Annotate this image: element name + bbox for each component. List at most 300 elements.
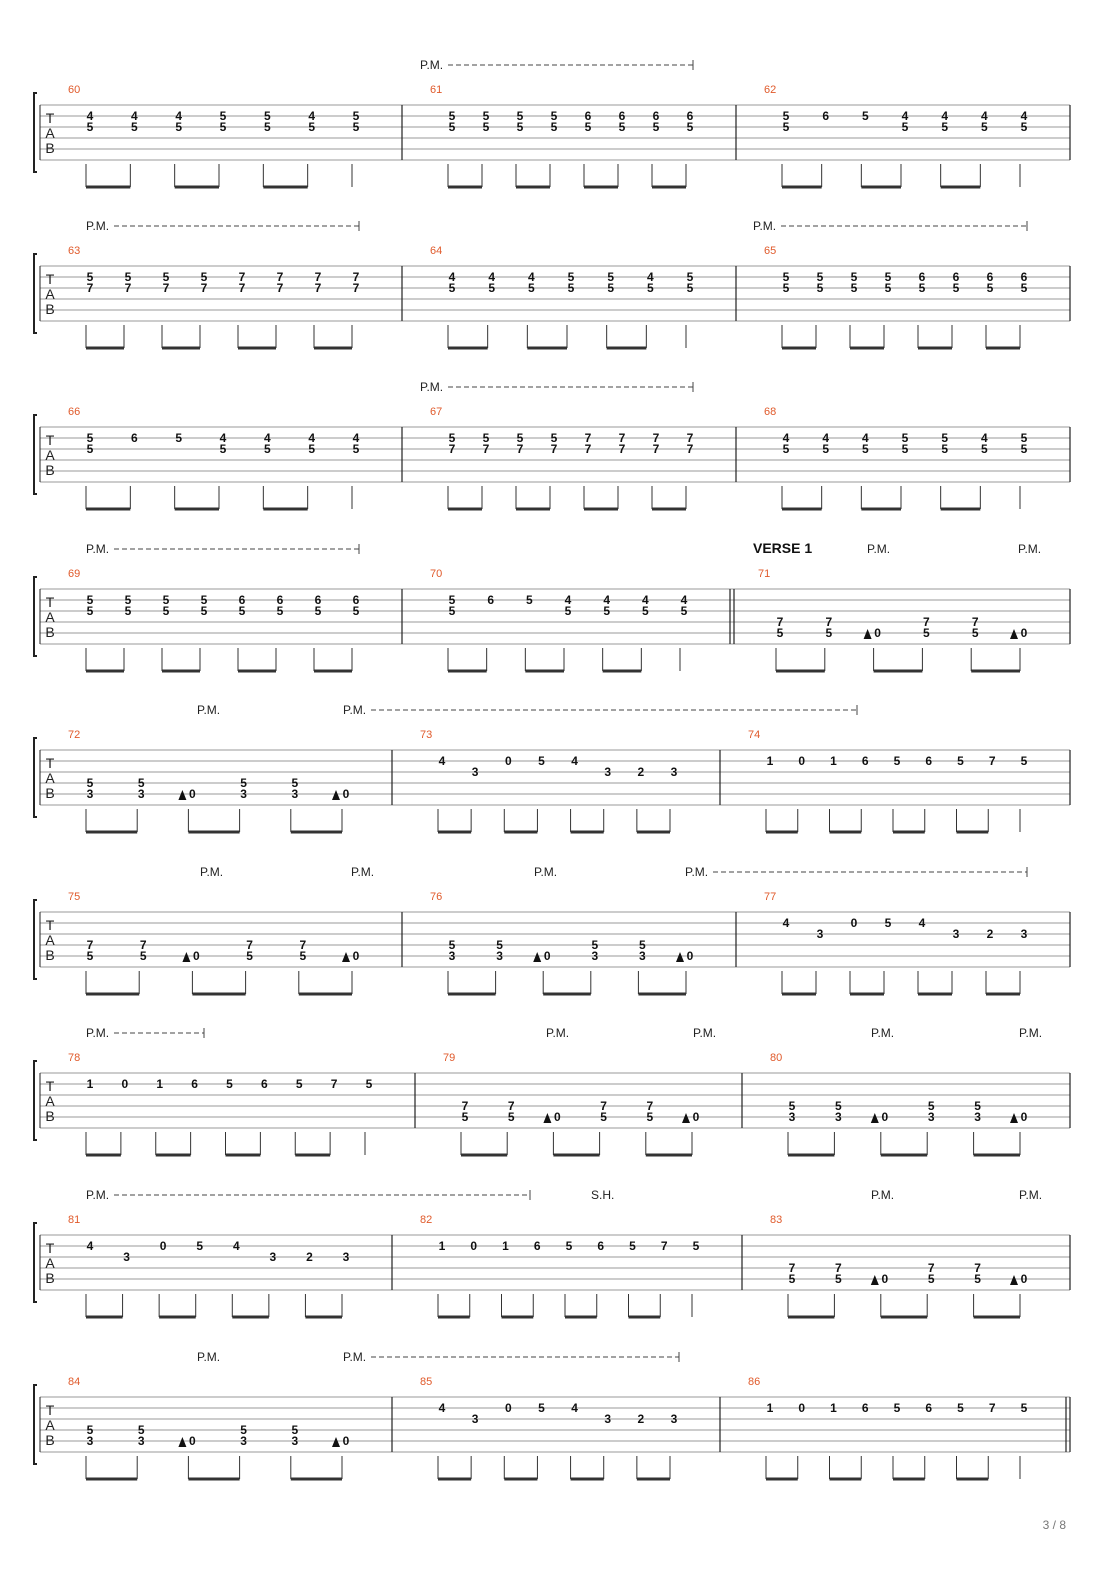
fret-number: 3 [604, 765, 612, 779]
fret-number: 0 [342, 1434, 350, 1448]
fret-number: 5 [591, 938, 599, 952]
fret-number: 5 [295, 1077, 303, 1091]
fret-number: 3 [639, 949, 646, 963]
fret-number: 5 [918, 281, 926, 295]
fret-number: 3 [342, 1250, 350, 1264]
fret-number: 7 [988, 754, 996, 768]
fret-number: 5 [565, 1239, 573, 1253]
fret-number: 5 [162, 604, 170, 618]
fret-number: 5 [974, 1099, 981, 1113]
fret-number: 5 [196, 1239, 204, 1253]
fret-number: 5 [941, 120, 949, 134]
fret-number: 1 [438, 1239, 446, 1253]
pick-upstroke-icon [682, 1113, 690, 1123]
fret-number: 4 [980, 431, 988, 445]
fret-number: 5 [927, 1099, 935, 1113]
fret-number: 4 [308, 431, 316, 445]
fret-number: 0 [121, 1077, 129, 1091]
fret-number: 5 [957, 1401, 964, 1415]
fret-number: 5 [957, 754, 964, 768]
fret-number: 5 [538, 1401, 545, 1415]
fret-number: 5 [308, 120, 316, 134]
measure-number: 78 [68, 1052, 81, 1064]
fret-number: 1 [766, 754, 774, 768]
fret-number: 5 [496, 938, 503, 952]
fret-number: 5 [527, 281, 535, 295]
fret-number: 3 [137, 1434, 145, 1448]
tab-clef-letter: A [45, 932, 55, 948]
measure-number: 72 [68, 729, 81, 741]
palm-mute-label: P.M. [420, 380, 444, 394]
fret-number: 5 [538, 754, 545, 768]
fret-number: 5 [980, 442, 988, 456]
fret-number: 5 [686, 120, 694, 134]
fret-number: 7 [923, 615, 930, 629]
fret-number: 4 [308, 109, 316, 123]
fret-number: 7 [124, 281, 132, 295]
fret-number: 3 [471, 1412, 479, 1426]
fret-number: 7 [988, 1401, 996, 1415]
fret-number: 6 [584, 109, 592, 123]
measure-number: 84 [68, 1376, 81, 1388]
pick-upstroke-icon [871, 1113, 879, 1123]
fret-number: 5 [130, 120, 138, 134]
fret-number: 7 [825, 615, 833, 629]
fret-number: 5 [448, 120, 456, 134]
pick-upstroke-icon [871, 1275, 879, 1285]
fret-number: 0 [504, 754, 512, 768]
fret-number: 6 [191, 1077, 198, 1091]
tab-clef-letter: A [45, 1417, 55, 1433]
fret-number: 5 [448, 593, 456, 607]
system-bracket [34, 93, 37, 172]
fret-number: 5 [901, 442, 909, 456]
system-bracket [34, 1061, 37, 1140]
fret-number: 6 [618, 109, 626, 123]
fret-number: 5 [861, 442, 869, 456]
fret-number: 2 [637, 765, 645, 779]
fret-number: 0 [554, 1110, 561, 1124]
page-number: 3 / 8 [1042, 1518, 1066, 1532]
palm-mute-label: P.M. [343, 1350, 367, 1364]
system-bracket [34, 738, 37, 817]
fret-number: 5 [352, 120, 360, 134]
fret-number: 5 [240, 776, 247, 790]
fret-number: 4 [219, 431, 227, 445]
fret-number: 5 [1020, 1401, 1028, 1415]
fret-number: 7 [352, 270, 360, 284]
palm-mute-label: P.M. [1018, 542, 1042, 556]
fret-number: 4 [941, 109, 949, 123]
fret-number: 0 [470, 1239, 478, 1253]
fret-number: 4 [918, 916, 926, 930]
fret-number: 4 [263, 431, 271, 445]
fret-number: 7 [584, 431, 592, 445]
fret-number: 3 [240, 1434, 247, 1448]
fret-number: 7 [618, 431, 626, 445]
measure-number: 86 [748, 1376, 761, 1388]
fret-number: 3 [952, 927, 960, 941]
fret-number: 5 [646, 1110, 654, 1124]
tab-clef-letter: T [45, 432, 55, 448]
fret-number: 5 [226, 1077, 233, 1091]
measure-number: 69 [68, 568, 81, 580]
fret-number: 1 [86, 1077, 94, 1091]
palm-mute-label: P.M. [420, 58, 444, 72]
fret-number: 5 [941, 431, 949, 445]
fret-number: 5 [516, 431, 524, 445]
fret-number: 6 [352, 593, 360, 607]
fret-number: 1 [502, 1239, 509, 1253]
fret-number: 5 [124, 593, 132, 607]
palm-mute-label: P.M. [86, 1188, 110, 1202]
fret-number: 5 [488, 281, 496, 295]
fret-number: 7 [927, 1261, 935, 1275]
fret-number: 5 [86, 949, 94, 963]
fret-number: 4 [130, 109, 138, 123]
fret-number: 5 [448, 431, 456, 445]
fret-number: 1 [830, 1401, 837, 1415]
fret-number: 4 [488, 270, 496, 284]
fret-number: 7 [314, 270, 322, 284]
fret-number: 3 [974, 1110, 981, 1124]
palm-mute-label: P.M. [753, 219, 777, 233]
fret-number: 6 [130, 431, 138, 445]
fret-number: 5 [200, 604, 208, 618]
pick-upstroke-icon [1010, 1113, 1018, 1123]
pick-upstroke-icon [182, 952, 190, 962]
fret-number: 0 [1020, 1110, 1028, 1124]
fret-number: 3 [604, 1412, 612, 1426]
fret-number: 1 [156, 1077, 164, 1091]
system-bracket [34, 254, 37, 333]
fret-number: 6 [276, 593, 284, 607]
fret-number: 5 [782, 120, 790, 134]
fret-number: 0 [189, 1434, 196, 1448]
fret-number: 5 [516, 109, 524, 123]
fret-number: 3 [291, 1434, 299, 1448]
fret-number: 5 [816, 281, 824, 295]
fret-number: 3 [496, 949, 503, 963]
fret-number: 5 [600, 1110, 607, 1124]
fret-number: 0 [874, 626, 881, 640]
fret-number: 5 [893, 754, 901, 768]
palm-mute-label: P.M. [1019, 1026, 1043, 1040]
fret-number: 5 [686, 270, 694, 284]
tab-clef-letter: B [45, 1108, 55, 1124]
pick-upstroke-icon [332, 790, 340, 800]
fret-number: 5 [788, 1099, 796, 1113]
fret-number: 6 [822, 109, 830, 123]
fret-number: 6 [925, 1401, 933, 1415]
fret-number: 4 [571, 1401, 578, 1415]
fret-number: 7 [507, 1099, 515, 1113]
fret-number: 3 [816, 927, 824, 941]
fret-number: 5 [692, 1239, 700, 1253]
palm-mute-label: P.M. [534, 865, 558, 879]
fret-number: 3 [670, 1412, 678, 1426]
system-bracket [34, 1385, 37, 1464]
palm-mute-label: P.M. [197, 703, 221, 717]
fret-number: 7 [618, 442, 626, 456]
fret-number: 5 [980, 120, 988, 134]
tab-clef-letter: T [45, 271, 55, 287]
fret-number: 5 [219, 442, 227, 456]
fret-number: 5 [137, 776, 145, 790]
fret-number: 6 [487, 593, 495, 607]
fret-number: 5 [1020, 281, 1028, 295]
tab-clef-letter: T [45, 755, 55, 771]
fret-number: 3 [240, 787, 247, 801]
fret-number: 7 [330, 1077, 338, 1091]
fret-number: 3 [788, 1110, 796, 1124]
palm-mute-label: P.M. [546, 1026, 570, 1040]
fret-number: 5 [1020, 442, 1028, 456]
fret-number: 7 [974, 1261, 981, 1275]
fret-number: 4 [782, 916, 790, 930]
fret-number: 5 [550, 109, 558, 123]
measure-number: 64 [430, 245, 443, 257]
fret-number: 0 [543, 949, 551, 963]
fret-number: 5 [618, 120, 626, 134]
fret-number: 6 [597, 1239, 605, 1253]
pick-upstroke-icon [533, 952, 541, 962]
pick-upstroke-icon [864, 629, 872, 639]
fret-number: 7 [299, 938, 307, 952]
fret-number: 5 [86, 270, 94, 284]
fret-number: 5 [86, 604, 94, 618]
fret-number: 6 [986, 270, 994, 284]
fret-number: 5 [263, 442, 271, 456]
pick-upstroke-icon [332, 1437, 340, 1447]
fret-number: 5 [607, 270, 615, 284]
palm-mute-label: P.M. [693, 1026, 717, 1040]
fret-number: 0 [189, 787, 196, 801]
fret-number: 2 [637, 1412, 645, 1426]
fret-number: 5 [971, 626, 979, 640]
measure-number: 60 [68, 84, 81, 96]
palm-mute-label: P.M. [867, 542, 891, 556]
fret-number: 5 [482, 120, 490, 134]
fret-number: 3 [835, 1110, 842, 1124]
fret-number: 6 [533, 1239, 541, 1253]
pick-upstroke-icon [543, 1113, 551, 1123]
tab-clef-letter: B [45, 785, 55, 801]
fret-number: 2 [986, 927, 994, 941]
fret-number: 7 [200, 281, 208, 295]
fret-number: 7 [86, 281, 94, 295]
measure-number: 73 [420, 729, 433, 741]
fret-number: 5 [219, 109, 227, 123]
fret-number: 4 [232, 1239, 240, 1253]
measure-number: 81 [68, 1214, 81, 1226]
tab-clef-letter: B [45, 140, 55, 156]
measure-number: 74 [748, 729, 761, 741]
fret-number: 3 [591, 949, 599, 963]
measure-number: 77 [764, 891, 777, 903]
fret-number: 5 [525, 593, 533, 607]
fret-number: 6 [952, 270, 960, 284]
fret-number: 5 [162, 593, 170, 607]
fret-number: 5 [782, 281, 790, 295]
fret-number: 7 [461, 1099, 469, 1113]
tab-clef-letter: A [45, 770, 55, 786]
fret-number: 0 [692, 1110, 700, 1124]
fret-number: 5 [850, 281, 858, 295]
fret-number: 5 [901, 431, 909, 445]
fret-number: 7 [550, 442, 558, 456]
fret-number: 5 [782, 442, 790, 456]
fret-number: 0 [342, 787, 350, 801]
fret-number: 7 [600, 1099, 607, 1113]
section-label: VERSE 1 [753, 540, 813, 556]
fret-number: 5 [986, 281, 994, 295]
fret-number: 7 [162, 281, 170, 295]
fret-number: 5 [507, 1110, 515, 1124]
fret-number: 5 [291, 776, 299, 790]
fret-number: 4 [571, 754, 578, 768]
system-bracket [34, 900, 37, 979]
tab-clef-letter: B [45, 301, 55, 317]
fret-number: 1 [830, 754, 837, 768]
fret-number: 5 [86, 1423, 94, 1437]
fret-number: 5 [86, 442, 94, 456]
measure-number: 76 [430, 891, 443, 903]
measure-number: 70 [430, 568, 443, 580]
fret-number: 5 [564, 604, 572, 618]
fret-number: 6 [686, 109, 694, 123]
fret-number: 5 [448, 281, 456, 295]
fret-number: 0 [686, 949, 694, 963]
fret-number: 5 [782, 109, 790, 123]
fret-number: 4 [175, 109, 183, 123]
measure-number: 82 [420, 1214, 433, 1226]
fret-number: 4 [980, 109, 988, 123]
palm-mute-label: P.M. [86, 219, 110, 233]
fret-number: 5 [352, 442, 360, 456]
fret-number: 3 [123, 1250, 130, 1264]
fret-number: 5 [686, 281, 694, 295]
measure-number: 80 [770, 1052, 783, 1064]
measure-number: 65 [764, 245, 777, 257]
fret-number: 5 [482, 109, 490, 123]
fret-number: 5 [941, 442, 949, 456]
fret-number: 5 [893, 1401, 901, 1415]
fret-number: 5 [448, 109, 456, 123]
fret-number: 7 [238, 281, 246, 295]
fret-number: 7 [139, 938, 147, 952]
fret-number: 5 [137, 1423, 145, 1437]
fret-number: 5 [788, 1272, 796, 1286]
fret-number: 5 [314, 604, 322, 618]
fret-number: 5 [263, 109, 271, 123]
fret-number: 4 [448, 270, 456, 284]
fret-number: 5 [639, 938, 646, 952]
fret-number: 3 [1020, 927, 1028, 941]
fret-number: 0 [850, 916, 858, 930]
fret-number: 5 [365, 1077, 373, 1091]
fret-number: 5 [200, 593, 208, 607]
measure-number: 83 [770, 1214, 783, 1226]
fret-number: 7 [246, 938, 253, 952]
fret-number: 5 [884, 916, 892, 930]
fret-number: 7 [835, 1261, 842, 1275]
fret-number: 5 [461, 1110, 469, 1124]
tab-clef-letter: B [45, 1432, 55, 1448]
fret-number: 5 [923, 626, 930, 640]
fret-number: 4 [861, 431, 869, 445]
fret-number: 5 [822, 442, 830, 456]
fret-number: 3 [269, 1250, 277, 1264]
fret-number: 5 [200, 270, 208, 284]
fret-number: 5 [776, 626, 784, 640]
fret-number: 5 [352, 604, 360, 618]
fret-number: 4 [603, 593, 611, 607]
measure-number: 66 [68, 406, 81, 418]
fret-number: 5 [162, 270, 170, 284]
fret-number: 5 [291, 1423, 299, 1437]
fret-number: 5 [240, 1423, 247, 1437]
fret-number: 3 [86, 787, 94, 801]
fret-number: 3 [471, 765, 479, 779]
measure-number: 79 [443, 1052, 456, 1064]
fret-number: 5 [124, 270, 132, 284]
tab-clef-letter: B [45, 624, 55, 640]
measure-number: 61 [430, 84, 443, 96]
tab-clef-letter: T [45, 594, 55, 610]
fret-number: 5 [448, 938, 456, 952]
fret-number: 5 [850, 270, 858, 284]
fret-number: 6 [861, 1401, 869, 1415]
fret-number: 7 [776, 615, 784, 629]
fret-number: 7 [352, 281, 360, 295]
fret-number: 5 [299, 949, 307, 963]
fret-number: 5 [263, 120, 271, 134]
fret-number: 5 [629, 1239, 636, 1253]
measure-number: 71 [758, 568, 771, 580]
fret-number: 3 [927, 1110, 935, 1124]
palm-mute-label: P.M. [871, 1026, 895, 1040]
palm-mute-label: P.M. [200, 865, 224, 879]
fret-number: 5 [974, 1272, 981, 1286]
pick-upstroke-icon [1010, 1275, 1018, 1285]
fret-number: 5 [567, 281, 575, 295]
fret-number: 4 [438, 1401, 446, 1415]
fret-number: 6 [918, 270, 926, 284]
fret-number: 5 [86, 431, 94, 445]
fret-number: 5 [139, 949, 147, 963]
tab-clef-letter: B [45, 947, 55, 963]
fret-number: 5 [607, 281, 615, 295]
fret-number: 7 [652, 442, 660, 456]
pick-upstroke-icon [1010, 629, 1018, 639]
fret-number: 5 [124, 604, 132, 618]
fret-number: 5 [835, 1272, 842, 1286]
fret-number: 4 [438, 754, 446, 768]
fret-number: 3 [670, 765, 678, 779]
fret-number: 5 [782, 270, 790, 284]
fret-number: 5 [567, 270, 575, 284]
fret-number: 5 [927, 1272, 935, 1286]
fret-number: 4 [527, 270, 535, 284]
measure-number: 67 [430, 406, 443, 418]
fret-number: 7 [448, 442, 456, 456]
fret-number: 4 [564, 593, 572, 607]
tab-clef-letter: A [45, 125, 55, 141]
tab-clef-letter: A [45, 1093, 55, 1109]
fret-number: 6 [925, 754, 933, 768]
fret-number: 7 [276, 270, 284, 284]
